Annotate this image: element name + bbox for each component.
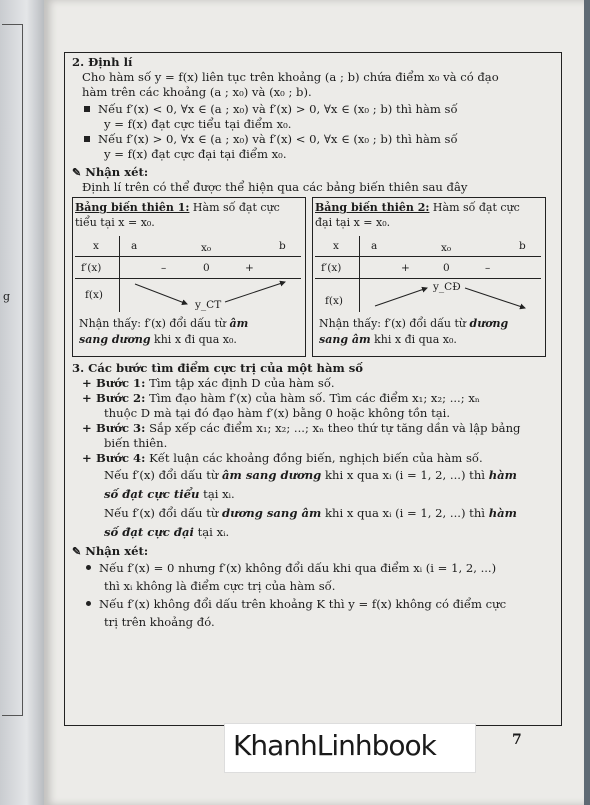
table1-arrows <box>75 236 301 312</box>
plus-icon: + <box>82 451 92 465</box>
cond2-b: dương sang âm <box>222 506 322 520</box>
cond2-f: tại xᵢ. <box>193 525 230 539</box>
page-number: 7 <box>512 732 522 748</box>
section3-heading: 3. Các bước tìm điểm cực trị của một hàm số <box>72 361 364 375</box>
table1-sign-zero: 0 <box>203 262 210 274</box>
remark1-text: Định lí trên có thể được thể hiện qua các bảng biến thiên sau đây <box>82 180 468 194</box>
section2-line-1: Cho hàm số y = f(x) liên tục trên khoảng (a ; b) chứa điểm x₀ và có đạo <box>82 70 499 84</box>
step3-text: Sắp xếp các điểm x₁; x₂; ...; xₙ theo thứ tự tăng dần và lập bảng <box>145 421 521 435</box>
table2-caption: Hàm số đạt cực <box>429 201 520 214</box>
book-page <box>44 0 584 805</box>
table2-fprime-label: f′(x) <box>321 262 342 274</box>
pencil-icon: ✎ <box>72 545 82 558</box>
remark2-title: Nhận xét: <box>85 544 149 558</box>
cond1-e: số đạt cực tiểu <box>104 487 200 501</box>
table1-caption: Hàm số đạt cực <box>189 201 280 214</box>
cond2-e: số đạt cực đại <box>104 525 194 539</box>
table2-grid <box>315 236 541 312</box>
remark2-bullet-2: Nếu f′(x) không đổi dấu trên khoảng K thì y = f(x) không có điểm cực <box>99 597 507 611</box>
theorem-bullet-2-cont: y = f(x) đạt cực đại tại điểm x₀. <box>104 147 287 161</box>
table1-f-label: f(x) <box>85 289 104 301</box>
table2-extremum: y_CĐ <box>433 281 461 293</box>
plus-icon: + <box>82 391 92 405</box>
cond1-b: âm sang dương <box>222 468 322 482</box>
table2-h-x: x <box>333 240 339 252</box>
step2-text: Tìm đạo hàm f′(x) của hàm số. Tìm các điểm x₁; x₂; ...; xₙ <box>145 391 480 405</box>
cond2-a: Nếu f′(x) đổi dấu từ <box>104 506 223 520</box>
plus-icon: + <box>82 376 92 390</box>
table2-note-end: khi x đi qua x₀. <box>370 333 457 346</box>
step1-text: Tìm tập xác định D của hàm số. <box>145 376 335 390</box>
table1-extremum: y_CT <box>195 299 222 311</box>
table2-h-x0: x₀ <box>441 242 452 254</box>
variation-tables <box>72 197 552 357</box>
brand-label <box>224 723 476 773</box>
table1-h-x0: x₀ <box>201 242 212 254</box>
table1-h-b: b <box>279 240 286 252</box>
table1-title: Bảng biến thiên 1: <box>75 201 190 214</box>
bullet-square-icon <box>84 106 90 112</box>
theorem-bullet-1: Nếu f′(x) < 0, ∀x ∈ (a ; x₀) và f′(x) > 0, ∀x ∈ (x₀ ; b) thì hàm số <box>98 102 458 116</box>
page-content <box>72 55 552 631</box>
step3-label: Bước 3: <box>96 421 146 435</box>
remark2-bullet-1-cont: thì xᵢ không là điểm cực trị của hàm số. <box>104 579 336 593</box>
table1-note-bold-2: sang dương <box>79 333 151 346</box>
table2-title: Bảng biến thiên 2: <box>315 201 430 214</box>
left-page-frame <box>2 24 23 716</box>
remark2-bullet-1: Nếu f′(x) = 0 nhưng f′(x) không đổi dấu khi qua điểm xᵢ (i = 1, 2, ...) <box>99 561 497 575</box>
table2-caption-2: đại tại x = x₀. <box>315 216 391 229</box>
table1-fprime-label: f′(x) <box>81 262 102 274</box>
cond2-c: khi x qua xᵢ (i = 1, 2, ...) thì <box>321 506 489 520</box>
step1-label: Bước 1: <box>96 376 146 390</box>
table2-note-bold-2: sang âm <box>319 333 371 346</box>
step2-label: Bước 2: <box>96 391 146 405</box>
table2-h-b: b <box>519 240 526 252</box>
left-page-edge <box>0 0 44 805</box>
table1-grid <box>75 236 301 312</box>
cond2-d: hàm <box>488 506 517 520</box>
remark2-bullet-2-cont: trị trên khoảng đó. <box>104 615 215 629</box>
step2-cont: thuộc D mà tại đó đạo hàm f′(x) bằng 0 hoặc không tồn tại. <box>104 406 451 420</box>
table1-sign-1: – <box>161 262 167 274</box>
table1-h-a: a <box>131 240 138 252</box>
step4-text: Kết luận các khoảng đồng biến, nghịch biến của hàm số. <box>145 451 483 465</box>
variation-table-1 <box>72 197 306 357</box>
bullet-dot-icon <box>86 601 91 606</box>
table2-sign-2: – <box>485 262 491 274</box>
theorem-bullet-1-cont: y = f(x) đạt cực tiểu tại điểm x₀. <box>104 117 292 131</box>
remark1-title: Nhận xét: <box>85 165 149 179</box>
section2-heading: 2. Định lí <box>72 55 133 69</box>
table1-sign-2: + <box>245 262 254 274</box>
bullet-dot-icon <box>86 565 91 570</box>
pencil-icon: ✎ <box>72 166 82 179</box>
plus-icon: + <box>82 421 92 435</box>
table2-f-label: f(x) <box>325 295 344 307</box>
table2-h-a: a <box>371 240 378 252</box>
table2-arrows <box>315 236 541 312</box>
cond1-c: khi x qua xᵢ (i = 1, 2, ...) thì <box>321 468 489 482</box>
table2-note-bold-1: dương <box>469 317 509 330</box>
variation-table-2 <box>312 197 546 357</box>
cond1-a: Nếu f′(x) đổi dấu từ <box>104 468 223 482</box>
cond1-d: hàm <box>488 468 517 482</box>
brand-text: KhanhLinhbook <box>233 729 436 762</box>
theorem-bullet-2: Nếu f′(x) > 0, ∀x ∈ (a ; x₀) và f′(x) < 0, ∀x ∈ (x₀ ; b) thì hàm số <box>98 132 458 146</box>
table1-note-end: khi x đi qua x₀. <box>150 333 237 346</box>
table1-note-bold-1: âm <box>229 317 249 330</box>
left-page-letter: g <box>3 290 11 303</box>
bullet-square-icon <box>84 136 90 142</box>
table2-sign-zero: 0 <box>443 262 450 274</box>
step3-cont: biến thiên. <box>104 436 168 450</box>
table1-note: Nhận thấy: f′(x) đổi dấu từ <box>79 317 227 330</box>
step4-label: Bước 4: <box>96 451 146 465</box>
table2-note: Nhận thấy: f′(x) đổi dấu từ <box>319 317 467 330</box>
table2-sign-1: + <box>401 262 410 274</box>
table1-h-x: x <box>93 240 99 252</box>
cond1-f: tại xᵢ. <box>199 487 235 501</box>
section2-line-2: hàm trên các khoảng (a ; x₀) và (x₀ ; b). <box>82 85 312 99</box>
table1-caption-2: tiểu tại x = x₀. <box>75 216 155 229</box>
